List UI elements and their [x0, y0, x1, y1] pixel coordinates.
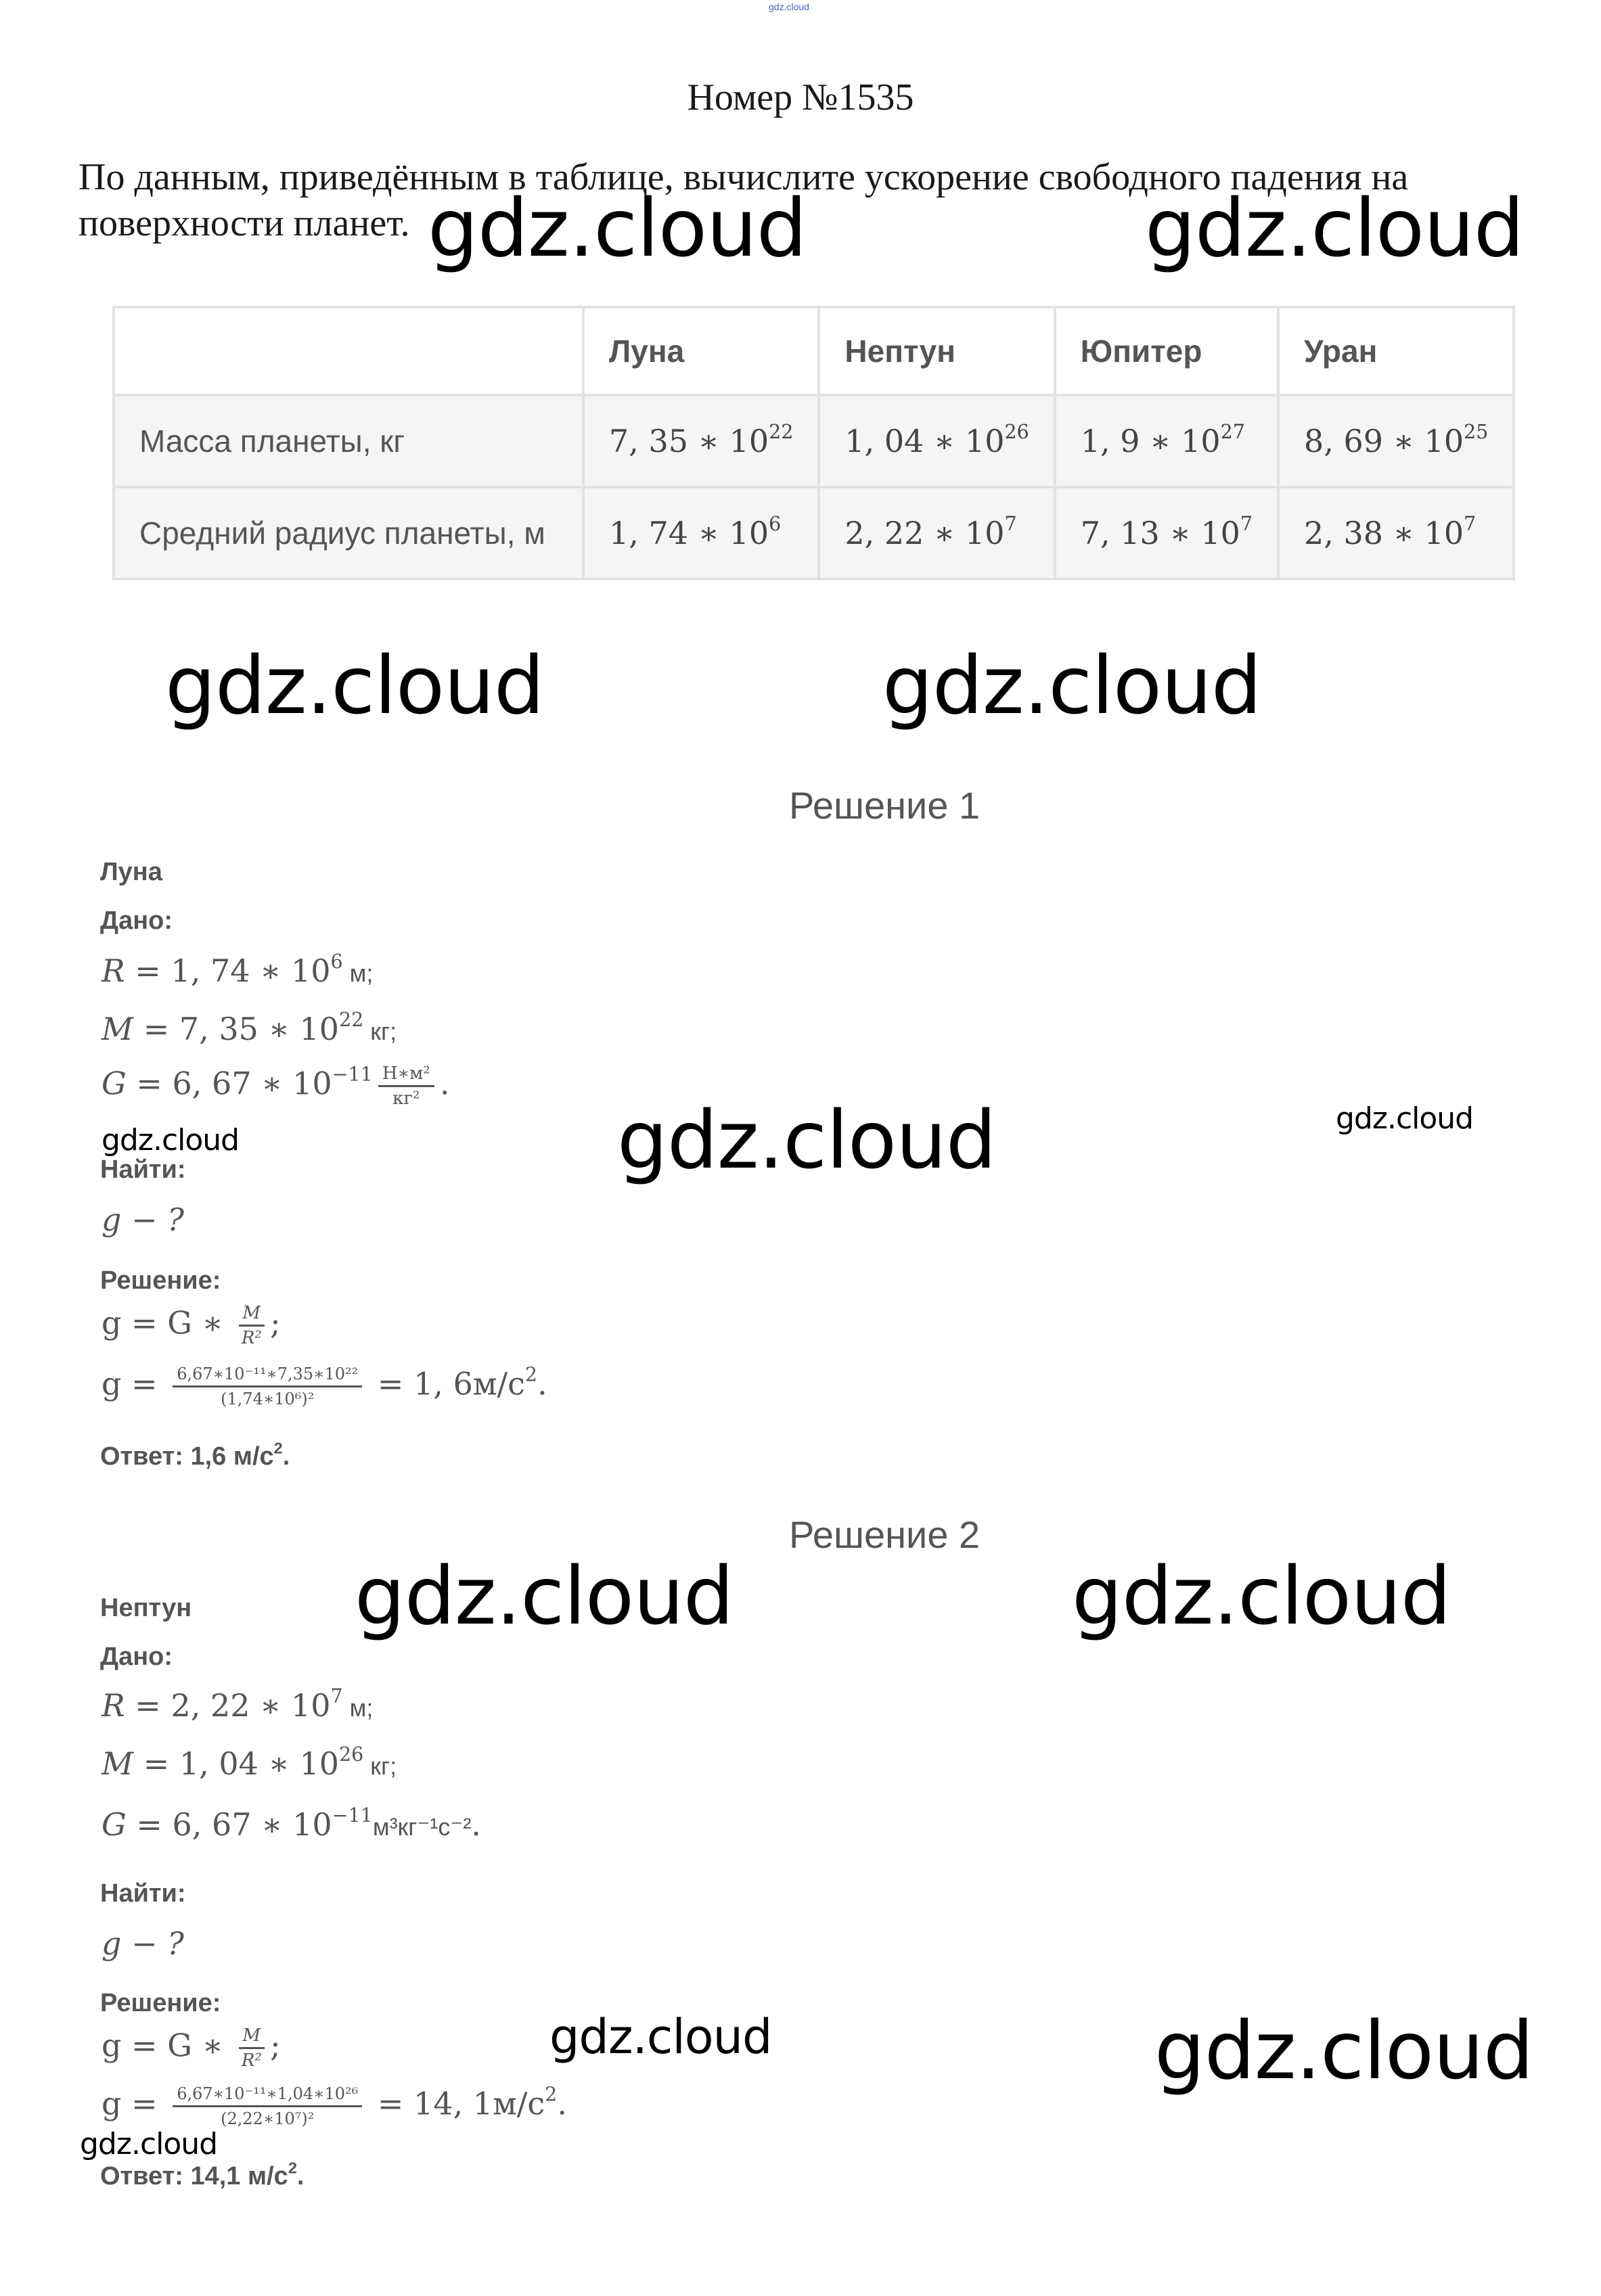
- planet-data-table: [112, 306, 1515, 580]
- table-cell: 7, 35 ∗ $10^{22}$: [583, 395, 819, 487]
- watermark: gdz.cloud: [355, 1549, 734, 1643]
- watermark: gdz.cloud: [1145, 181, 1524, 275]
- solution1-gravitational-constant: G = 6, 67 ∗ $10^{-11}$ $\frac{\text{Н∗м²}}{\text{кг²}}$ .: [102, 1063, 450, 1109]
- solution2-title: Решение 2: [789, 1513, 980, 1556]
- table-row: [114, 395, 1514, 487]
- table-header-cell: Уран: [1278, 307, 1514, 395]
- watermark: gdz.cloud: [882, 639, 1261, 732]
- table-cell: 1, 04 ∗ $10^{26}$: [819, 395, 1054, 487]
- solution2-calculation: g = $\frac{\text{6,67∗10⁻¹¹∗1,04∗10²⁶}}{\text{(2,22∗10⁷)²}}$ = 14, $1м/с^2$.: [102, 2083, 567, 2128]
- solution2-given-label: Дано:: [100, 1643, 173, 1671]
- top-watermark: gdz.cloud: [769, 1, 809, 12]
- solution1-title: Решение 1: [789, 784, 980, 827]
- solution1-find-label: Найти:: [100, 1155, 186, 1184]
- table-header-cell: Нептун: [819, 307, 1054, 395]
- table-cell: 8, 69 ∗ $10^{25}$: [1278, 395, 1514, 487]
- row-label: Масса планеты, кг: [114, 395, 583, 487]
- table-cell: 2, 38 ∗ $10^7$: [1278, 487, 1514, 579]
- solution1-answer: Ответ: 1,6 $м/с^2$.: [100, 1439, 290, 1471]
- watermark: gdz.cloud: [102, 1123, 240, 1157]
- solution2-formula: g = G ∗ $\frac{M}{\text{R²}}$ ;: [102, 2025, 281, 2071]
- table-header-cell: Юпитер: [1055, 307, 1278, 395]
- solution1-mass: M = 7, 35 ∗ $10^{22}$ кг;: [102, 1009, 397, 1047]
- row-label: Средний радиус планеты, м: [114, 487, 583, 579]
- watermark: gdz.cloud: [80, 2127, 218, 2161]
- problem-statement: По данным, приведённым в таблице, вычислите ускорение свободного падения на поверхности планет.: [78, 156, 1409, 244]
- watermark: gdz.cloud: [617, 1093, 996, 1187]
- solution1-planet: Луна: [100, 858, 162, 886]
- problem-title: Номер №1535: [687, 76, 914, 118]
- solution1-find: g − ?: [102, 1201, 184, 1238]
- table-cell: 2, 22 ∗ $10^7$: [819, 487, 1054, 579]
- watermark: gdz.cloud: [1072, 1549, 1451, 1643]
- watermark: gdz.cloud: [165, 639, 544, 732]
- watermark: gdz.cloud: [1336, 1101, 1474, 1136]
- watermark: gdz.cloud: [1154, 2004, 1533, 2097]
- watermark: gdz.cloud: [549, 2009, 772, 2065]
- solution1-formula: g = G ∗ $\frac{M}{\text{R²}}$ ;: [102, 1303, 281, 1348]
- solution2-find: g − ?: [102, 1925, 184, 1962]
- table-cell: 7, 13 ∗ $10^7$: [1055, 487, 1278, 579]
- solution1-solution-label: Решение:: [100, 1266, 221, 1295]
- table-row: [114, 487, 1514, 579]
- watermark: gdz.cloud: [428, 181, 807, 275]
- solution2-mass: M = 1, 04 ∗ $10^{26}$ кг;: [102, 1743, 397, 1782]
- table-cell: 1, 74 ∗ $10^6$: [583, 487, 819, 579]
- table-header-row: [114, 307, 1514, 395]
- solution2-radius: R = 2, 22 ∗ $10^7$ м;: [102, 1685, 374, 1724]
- solution1-calculation: g = $\frac{\text{6,67∗10⁻¹¹∗7,35∗10²²}}{\text{(1,74∗10⁶)²}}$ = 1, $6м/с^2$.: [102, 1363, 547, 1408]
- solution1-given-label: Дано:: [100, 906, 173, 935]
- table-cell: 1, 9 ∗ $10^{27}$: [1055, 395, 1278, 487]
- solution2-gravitational-constant: G = 6, 67 ∗ $10^{-11}м^3кг^{-1}с^{-2}$.: [102, 1804, 482, 1843]
- solution2-solution-label: Решение:: [100, 1989, 221, 2017]
- solution2-find-label: Найти:: [100, 1879, 186, 1908]
- table-header-cell: [114, 307, 583, 395]
- solution2-answer: Ответ: 14,1 $м/с^2$.: [100, 2159, 305, 2190]
- solution2-planet: Нептун: [100, 1594, 192, 1622]
- table-header-cell: Луна: [583, 307, 819, 395]
- solution1-radius: R = 1, 74 ∗ $10^6$ м;: [102, 950, 374, 989]
